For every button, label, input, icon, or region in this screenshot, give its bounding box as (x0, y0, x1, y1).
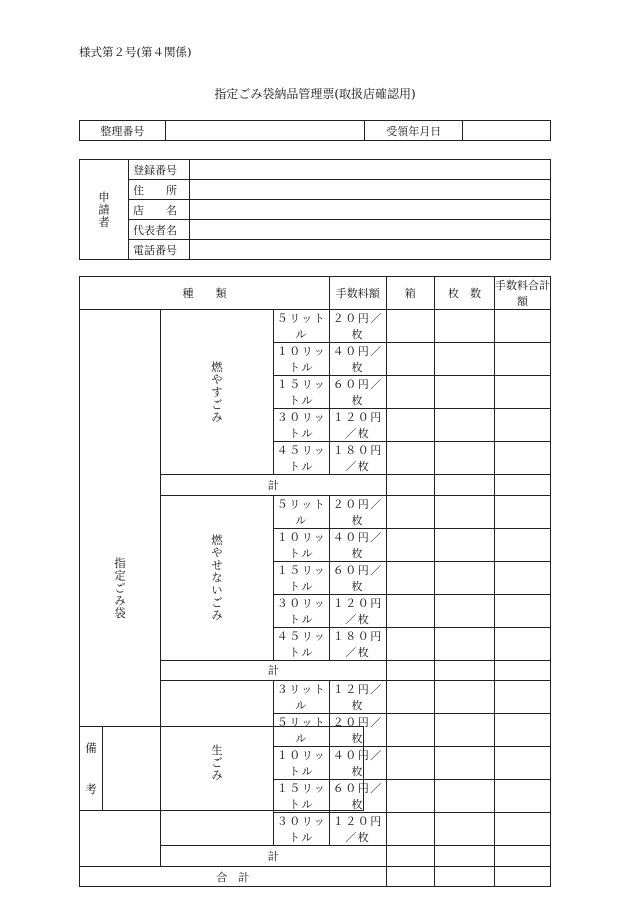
applicant-field-label: 電話番号 (129, 240, 190, 260)
unit-fee: １２０円／枚 (330, 813, 387, 846)
total-fee-input[interactable] (495, 528, 551, 561)
category-label: 生ごみ (161, 681, 274, 846)
box-subtotal-input[interactable] (386, 660, 434, 681)
document-title: 指定ごみ袋納品管理票(取扱店確認用) (214, 87, 416, 101)
sheets-grand-total-input[interactable] (435, 866, 495, 887)
remarks-table (79, 726, 364, 811)
unit-fee: ２０円／枚 (330, 495, 387, 528)
applicant-field-input[interactable] (190, 180, 551, 200)
total-fee-input[interactable] (495, 747, 551, 780)
unit-fee: ６０円／枚 (330, 561, 387, 594)
total-fee-header: 手数料合計額 (495, 277, 551, 310)
form-number: 様式第２号(第４関係) (79, 45, 192, 59)
unit-fee: １２０円／枚 (330, 409, 387, 442)
sheets-input[interactable] (435, 780, 495, 813)
control-number-label: 整理番号 (80, 121, 166, 141)
fee-row (80, 310, 551, 343)
box-input[interactable] (386, 681, 434, 714)
box-header: 箱 (386, 277, 434, 310)
total-fee-input[interactable] (495, 714, 551, 747)
fee-header: 手数料額 (330, 277, 387, 310)
total-fee-input[interactable] (495, 813, 551, 846)
subtotal-label: 計 (161, 660, 387, 681)
sheets-input[interactable] (435, 714, 495, 747)
unit-fee: ６０円／枚 (330, 780, 387, 813)
box-input[interactable] (386, 714, 434, 747)
box-input[interactable] (386, 343, 434, 376)
bag-size: １０リットル (274, 747, 330, 780)
sheets-input[interactable] (435, 343, 495, 376)
unit-fee: ４０円／枚 (330, 747, 387, 780)
bag-size: １５リットル (274, 561, 330, 594)
bag-size: １５リットル (274, 376, 330, 409)
applicant-field-label: 登録番号 (129, 160, 190, 180)
bag-size: ４５リットル (274, 627, 330, 660)
sheets-input[interactable] (435, 376, 495, 409)
applicant-row (80, 220, 551, 240)
bag-size: ３０リットル (274, 409, 330, 442)
bag-size: ４５リットル (274, 442, 330, 475)
sheets-input[interactable] (435, 747, 495, 780)
box-input[interactable] (386, 528, 434, 561)
bag-group-label: 指定ごみ袋 (80, 310, 161, 867)
kind-header: 種 類 (80, 277, 330, 310)
total-fee-input[interactable] (495, 681, 551, 714)
box-input[interactable] (386, 627, 434, 660)
category-label: 燃やせないごみ (161, 495, 274, 660)
total-fee-subtotal-input[interactable] (495, 475, 551, 496)
unit-fee: １２０円／枚 (330, 594, 387, 627)
unit-fee: ４０円／枚 (330, 528, 387, 561)
remarks-label-bottom: 考 (85, 782, 97, 797)
sheets-input[interactable] (435, 409, 495, 442)
grand-total-row (80, 866, 551, 887)
remarks-label-cell (80, 727, 103, 811)
bag-size: ５リットル (274, 714, 330, 747)
applicant-field-input[interactable] (190, 160, 551, 180)
unit-fee: １８０円／枚 (330, 442, 387, 475)
applicant-field-input[interactable] (190, 200, 551, 220)
unit-fee: １２円／枚 (330, 681, 387, 714)
applicant-field-input[interactable] (190, 220, 551, 240)
sheets-input[interactable] (435, 310, 495, 343)
applicant-row (80, 160, 551, 180)
subtotal-label: 計 (161, 846, 387, 867)
unit-fee: １８０円／枚 (330, 627, 387, 660)
box-subtotal-input[interactable] (386, 846, 434, 867)
box-input[interactable] (386, 409, 434, 442)
remarks-row (80, 727, 364, 811)
sheets-input[interactable] (435, 681, 495, 714)
fee-header-row (80, 277, 551, 310)
unit-fee: ４０円／枚 (330, 343, 387, 376)
bag-size: ５リットル (274, 310, 330, 343)
box-input[interactable] (386, 310, 434, 343)
total-fee-input[interactable] (495, 376, 551, 409)
total-fee-subtotal-input[interactable] (495, 846, 551, 867)
remarks-field[interactable] (102, 727, 363, 811)
sheets-subtotal-input[interactable] (435, 475, 495, 496)
sheets-subtotal-input[interactable] (435, 660, 495, 681)
applicant-field-label: 店 名 (129, 200, 190, 220)
subtotal-label: 計 (161, 475, 387, 496)
remarks-label-top: 備 (85, 740, 97, 755)
box-input[interactable] (386, 813, 434, 846)
unit-fee: ６０円／枚 (330, 376, 387, 409)
sheets-header: 枚 数 (435, 277, 495, 310)
box-input[interactable] (386, 594, 434, 627)
bag-size: ３リットル (274, 681, 330, 714)
applicant-table (79, 159, 551, 260)
total-fee-grand-total-input[interactable] (495, 866, 551, 887)
box-input[interactable] (386, 561, 434, 594)
sheets-input[interactable] (435, 442, 495, 475)
box-input[interactable] (386, 747, 434, 780)
sheets-subtotal-input[interactable] (435, 846, 495, 867)
box-subtotal-input[interactable] (386, 475, 434, 496)
total-fee-input[interactable] (495, 561, 551, 594)
sheets-input[interactable] (435, 627, 495, 660)
bag-size: ３０リットル (274, 594, 330, 627)
total-fee-input[interactable] (495, 495, 551, 528)
sheets-input[interactable] (435, 813, 495, 846)
sheets-input[interactable] (435, 561, 495, 594)
box-input[interactable] (386, 495, 434, 528)
applicant-field-input[interactable] (190, 240, 551, 260)
control-row (80, 121, 551, 141)
box-input[interactable] (386, 780, 434, 813)
grand-total-label: 合 計 (80, 866, 387, 887)
bag-size: ５リットル (274, 495, 330, 528)
applicant-field-label: 住 所 (129, 180, 190, 200)
applicant-group-label: 申請者 (80, 160, 129, 260)
total-fee-input[interactable] (495, 343, 551, 376)
applicant-row (80, 240, 551, 260)
box-grand-total-input[interactable] (386, 866, 434, 887)
unit-fee: ２０円／枚 (330, 310, 387, 343)
total-fee-subtotal-input[interactable] (495, 660, 551, 681)
applicant-row (80, 180, 551, 200)
total-fee-input[interactable] (495, 409, 551, 442)
control-table (79, 120, 551, 141)
bag-size: １５リットル (274, 780, 330, 813)
applicant-row (80, 200, 551, 220)
control-number-field[interactable] (165, 121, 365, 141)
total-fee-input[interactable] (495, 310, 551, 343)
box-input[interactable] (386, 376, 434, 409)
total-fee-input[interactable] (495, 442, 551, 475)
bag-size: １０リットル (274, 343, 330, 376)
bag-size: １０リットル (274, 528, 330, 561)
category-label: 燃やすごみ (161, 310, 274, 475)
total-fee-input[interactable] (495, 594, 551, 627)
sheets-input[interactable] (435, 528, 495, 561)
sheets-input[interactable] (435, 594, 495, 627)
unit-fee: ２０円／枚 (330, 714, 387, 747)
sheets-input[interactable] (435, 495, 495, 528)
received-date-field[interactable] (463, 121, 551, 141)
total-fee-input[interactable] (495, 627, 551, 660)
received-date-label: 受領年月日 (365, 121, 463, 141)
applicant-field-label: 代表者名 (129, 220, 190, 240)
bag-size: ３０リットル (274, 813, 330, 846)
box-input[interactable] (386, 442, 434, 475)
total-fee-input[interactable] (495, 780, 551, 813)
